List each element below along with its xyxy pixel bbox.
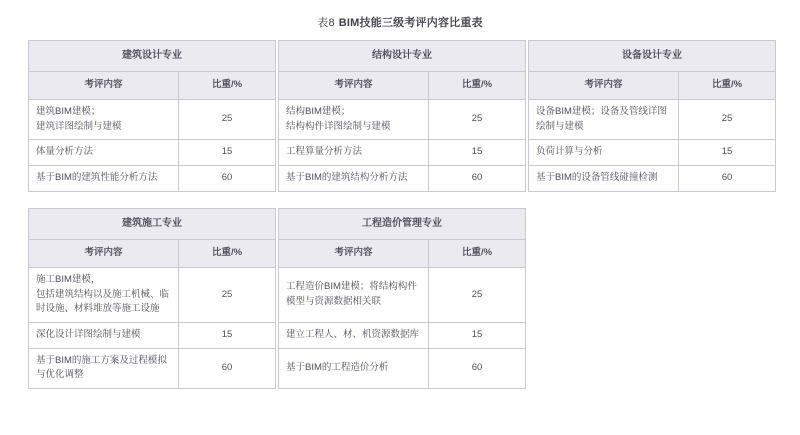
table-row [29,100,776,140]
cell-content: 体量分析方法 [29,140,179,166]
cell-content: 工程造价BIM建模；将结构构件模型与资源数据相关联 [279,267,429,322]
column-header-content: 考评内容 [279,239,429,267]
column-header-content: 考评内容 [529,72,679,100]
column-header-weight: 比重/% [679,72,776,100]
cell-weight: 25 [429,267,526,322]
column-header-weight: 比重/% [179,72,276,100]
cell-content: 结构BIM建模； 结构构件详图绘制与建模 [279,100,429,140]
cell-weight: 25 [429,100,526,140]
group-header-row [29,41,776,72]
cell-weight: 15 [429,140,526,166]
cell-content: 基于BIM的工程造价分析 [279,348,429,388]
cell-weight: 60 [179,166,276,192]
cell-weight: 15 [679,140,776,166]
column-header-weight: 比重/% [429,239,526,267]
table-row [29,348,776,388]
empty-cell [529,267,679,322]
empty-cell [679,267,776,322]
empty-cell [529,323,679,349]
table-row [29,267,776,322]
cell-weight: 60 [179,348,276,388]
column-header-weight: 比重/% [429,72,526,100]
group-title-structure-design: 结构设计专业 [279,41,526,72]
bim-weight-table-upper [28,40,776,192]
cell-weight: 25 [179,267,276,322]
cell-content: 建筑BIM建模； 建筑详图绘制与建模 [29,100,179,140]
cell-content: 施工BIM建模， 包括建筑结构以及施工机械、临时设施、材料堆放等施工设施 [29,267,179,322]
cell-content: 工程算量分析方法 [279,140,429,166]
bim-weight-table-lower [28,208,776,389]
group-header-row [29,208,776,239]
column-header-content: 考评内容 [29,72,179,100]
cell-weight: 15 [179,323,276,349]
cell-content: 建立工程人、材、机资源数据库 [279,323,429,349]
empty-cell [679,239,776,267]
column-header-content: 考评内容 [279,72,429,100]
cell-content: 深化设计详图绘制与建模 [29,323,179,349]
empty-cell [679,323,776,349]
caption-number: 表8 [317,17,335,29]
cell-weight: 60 [679,166,776,192]
cell-content: 基于BIM的建筑结构分析方法 [279,166,429,192]
empty-cell [529,239,679,267]
column-header-row [29,72,776,100]
column-header-weight: 比重/% [179,239,276,267]
cell-weight: 15 [179,140,276,166]
column-header-content: 考评内容 [29,239,179,267]
empty-cell [529,348,679,388]
cell-weight: 25 [679,100,776,140]
column-header-row [29,239,776,267]
cell-content: 设备BIM建模；设备及管线详图绘制与建模 [529,100,679,140]
table-row [29,166,776,192]
cell-content: 负荷计算与分析 [529,140,679,166]
cell-content: 基于BIM的建筑性能分析方法 [29,166,179,192]
table-row [29,323,776,349]
empty-cell [679,208,776,239]
cell-weight: 60 [429,166,526,192]
cell-content: 基于BIM的设备管线碰撞检测 [529,166,679,192]
cell-weight: 60 [429,348,526,388]
empty-cell [529,208,679,239]
empty-cell [679,348,776,388]
group-title-construction: 建筑施工专业 [29,208,276,239]
caption-title: BIM技能三级考评内容比重表 [338,17,483,29]
group-title-architecture-design: 建筑设计专业 [29,41,276,72]
group-title-cost-management: 工程造价管理专业 [279,208,526,239]
table-row [29,140,776,166]
cell-weight: 25 [179,100,276,140]
table-spacer [28,192,772,208]
table-caption [28,14,772,30]
cell-weight: 15 [429,323,526,349]
cell-content: 基于BIM的施工方案及过程模拟与优化调整 [29,348,179,388]
group-title-equipment-design: 设备设计专业 [529,41,776,72]
